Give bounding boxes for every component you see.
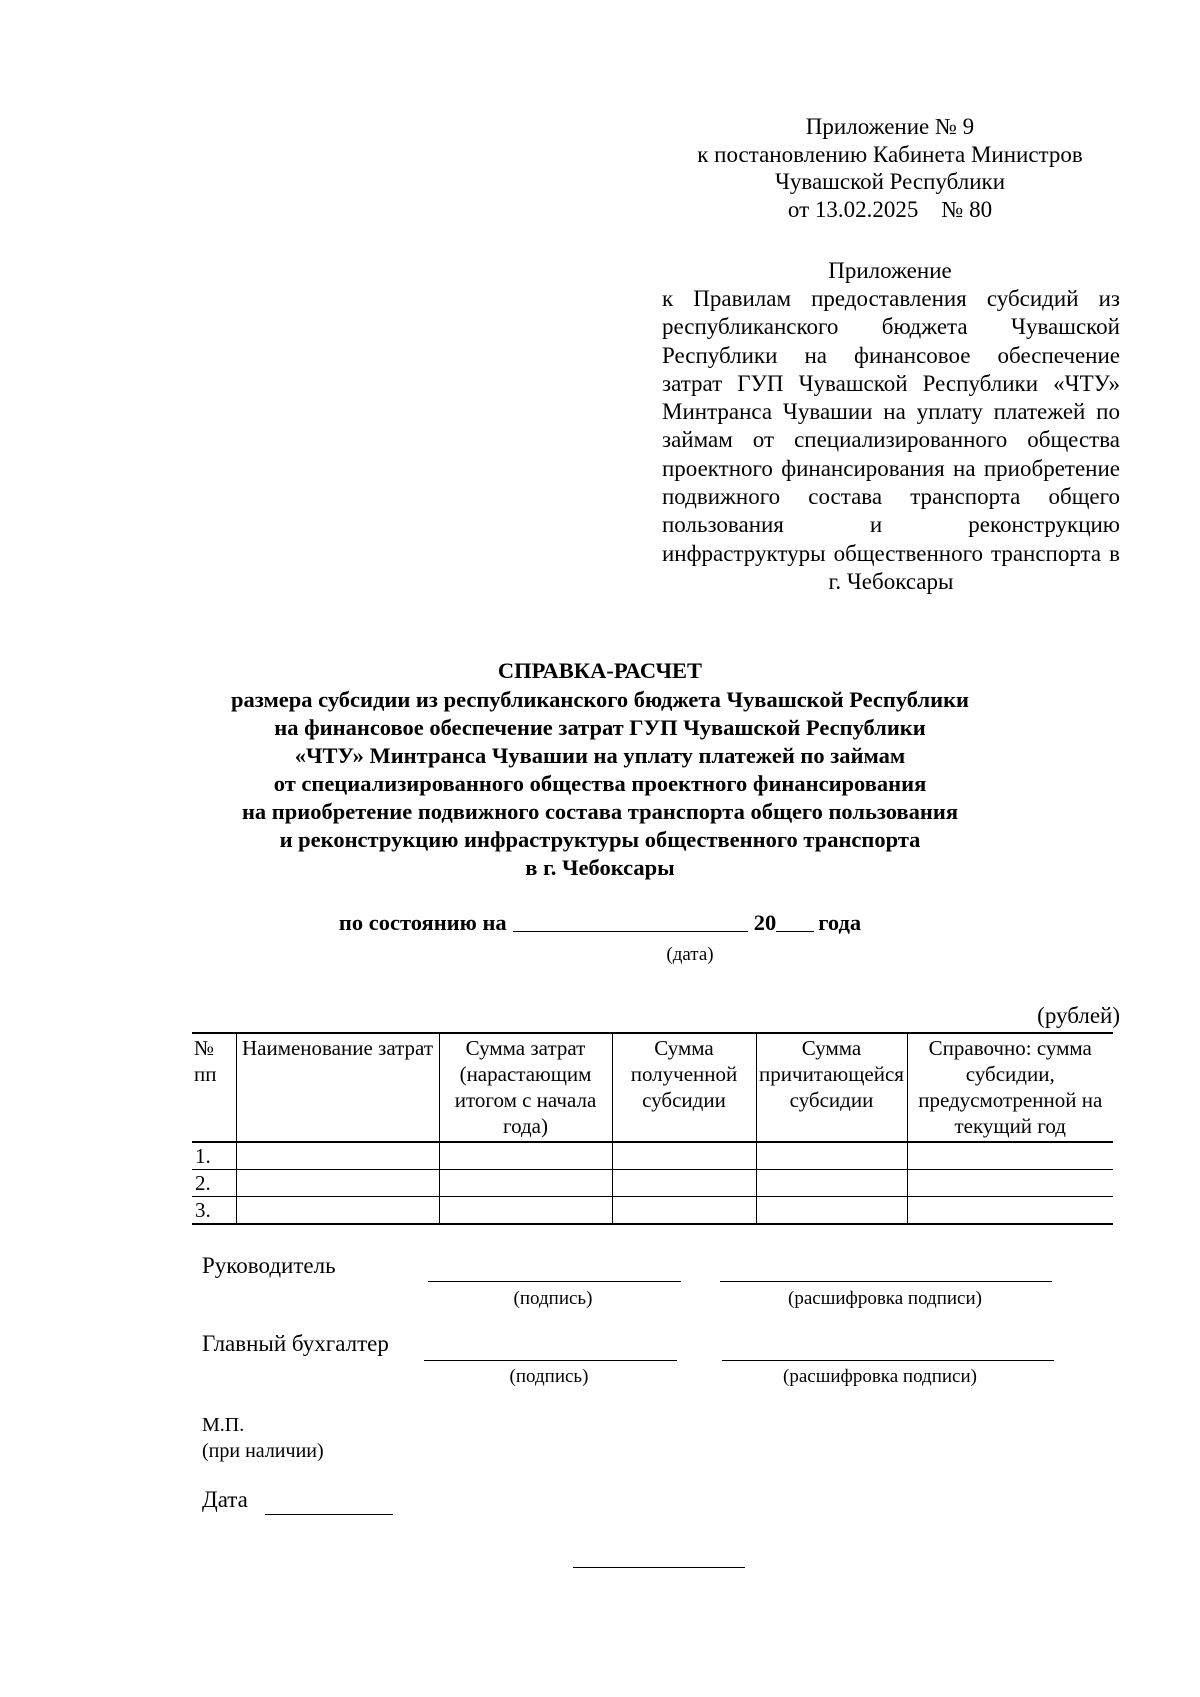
date-label: Дата bbox=[202, 1487, 248, 1512]
doc-heading: СПРАВКА-РАСЧЕТ bbox=[497, 658, 703, 683]
accountant-decoding-hint: (расшифровка подписи) bbox=[783, 1366, 977, 1387]
doc-subtitle-line: размера субсидии из республиканского бюджета Чувашской Республики bbox=[230, 687, 970, 712]
stamp-note: (при наличии) bbox=[202, 1440, 324, 1462]
accountant-signature-line[interactable] bbox=[424, 1359, 677, 1361]
rules-annex-body: к Правилам предоставления субсидий из республиканского бюджета Чувашской Республики на финансовое обеспечение затрат ГУП Чувашской Республики «ЧТУ» Минтранса Чувашии на уплату платежей по займам от специализированного общества проектного финансирования на приобретение подвижного состава транспорта общего пользования и реконструкцию инфраструктуры общественного транспорта в г. Чебоксары bbox=[662, 286, 1120, 594]
accountant-decoding-line[interactable] bbox=[722, 1359, 1054, 1361]
table-cell[interactable] bbox=[907, 1197, 1113, 1225]
doc-subtitle-line: на финансовое обеспечение затрат ГУП Чувашской Республики bbox=[274, 715, 926, 740]
table-cell[interactable] bbox=[756, 1197, 907, 1225]
row-number: 1. bbox=[192, 1142, 236, 1170]
doc-subtitle bbox=[150, 686, 1050, 882]
col-due-subsidy: Сумма причитающейся субсидии bbox=[756, 1033, 907, 1142]
table-cell[interactable] bbox=[756, 1170, 907, 1197]
table-cell[interactable] bbox=[612, 1197, 756, 1225]
year-blank[interactable] bbox=[776, 911, 814, 932]
col-reference-subsidy: Справочно: сумма субсидии, предусмотренной на текущий год bbox=[907, 1033, 1113, 1142]
annex-resolution: к постановлению Кабинета Министров bbox=[697, 141, 1083, 167]
annex-number: Приложение № 9 bbox=[805, 114, 975, 139]
doc-subtitle-line: «ЧТУ» Минтранса Чувашии на уплату платежей по займам bbox=[294, 743, 906, 768]
date-hint: (дата) bbox=[666, 944, 714, 965]
table-cell[interactable] bbox=[756, 1142, 907, 1170]
calculation-table bbox=[192, 1032, 1113, 1225]
accountant-signature-hint: (подпись) bbox=[509, 1366, 589, 1387]
as-of-date-blank[interactable] bbox=[513, 911, 748, 932]
stamp-label: М.П. bbox=[202, 1414, 245, 1436]
row-number: 2. bbox=[192, 1170, 236, 1197]
table-cell[interactable] bbox=[612, 1142, 756, 1170]
doc-subtitle-line: и реконструкцию инфраструктуры общественного транспорта bbox=[279, 827, 921, 852]
date-line[interactable] bbox=[265, 1513, 393, 1515]
table-header-row bbox=[192, 1033, 1113, 1142]
table-cell[interactable] bbox=[236, 1197, 439, 1225]
doc-subtitle-line: в г. Чебоксары bbox=[525, 855, 675, 880]
doc-subtitle-line: на приобретение подвижного состава транспорта общего пользования bbox=[241, 799, 959, 824]
col-cost-sum: Сумма затрат (нарастающим итогом с начала года) bbox=[439, 1033, 612, 1142]
table-row bbox=[192, 1197, 1113, 1225]
doc-subtitle-line: от специализированного общества проектного финансирования bbox=[273, 771, 927, 796]
table-cell[interactable] bbox=[439, 1197, 612, 1225]
col-received-subsidy: Сумма полученной субсидии bbox=[612, 1033, 756, 1142]
table-cell[interactable] bbox=[907, 1170, 1113, 1197]
table-cell[interactable] bbox=[236, 1142, 439, 1170]
year-prefix: 20 bbox=[753, 910, 777, 935]
head-decoding-hint: (расшифровка подписи) bbox=[788, 1288, 982, 1309]
end-separator bbox=[573, 1567, 745, 1568]
head-label: Руководитель bbox=[202, 1253, 336, 1278]
col-number: № пп bbox=[192, 1033, 236, 1142]
head-decoding-line[interactable] bbox=[720, 1280, 1052, 1282]
table-cell[interactable] bbox=[907, 1142, 1113, 1170]
head-signature-line[interactable] bbox=[428, 1280, 681, 1282]
annex-date-number: от 13.02.2025 № 80 bbox=[787, 196, 993, 222]
col-cost-name: Наименование затрат bbox=[236, 1033, 439, 1142]
annex-republic: Чувашской Республики bbox=[774, 169, 1006, 194]
year-suffix: года bbox=[818, 910, 862, 935]
table-cell[interactable] bbox=[612, 1170, 756, 1197]
rules-annex-title: Приложение bbox=[828, 258, 952, 283]
annex-header bbox=[660, 113, 1120, 223]
as-of-line bbox=[0, 910, 1200, 936]
table-row bbox=[192, 1170, 1113, 1197]
table-cell[interactable] bbox=[439, 1170, 612, 1197]
head-signature-hint: (подпись) bbox=[513, 1288, 593, 1309]
table-cell[interactable] bbox=[236, 1170, 439, 1197]
table-row bbox=[192, 1142, 1113, 1170]
accountant-label: Главный бухгалтер bbox=[202, 1331, 389, 1356]
as-of-prefix: по состоянию на bbox=[338, 910, 507, 935]
row-number: 3. bbox=[192, 1197, 236, 1225]
table-cell[interactable] bbox=[439, 1142, 612, 1170]
units-label: (рублей) bbox=[1037, 1003, 1120, 1028]
